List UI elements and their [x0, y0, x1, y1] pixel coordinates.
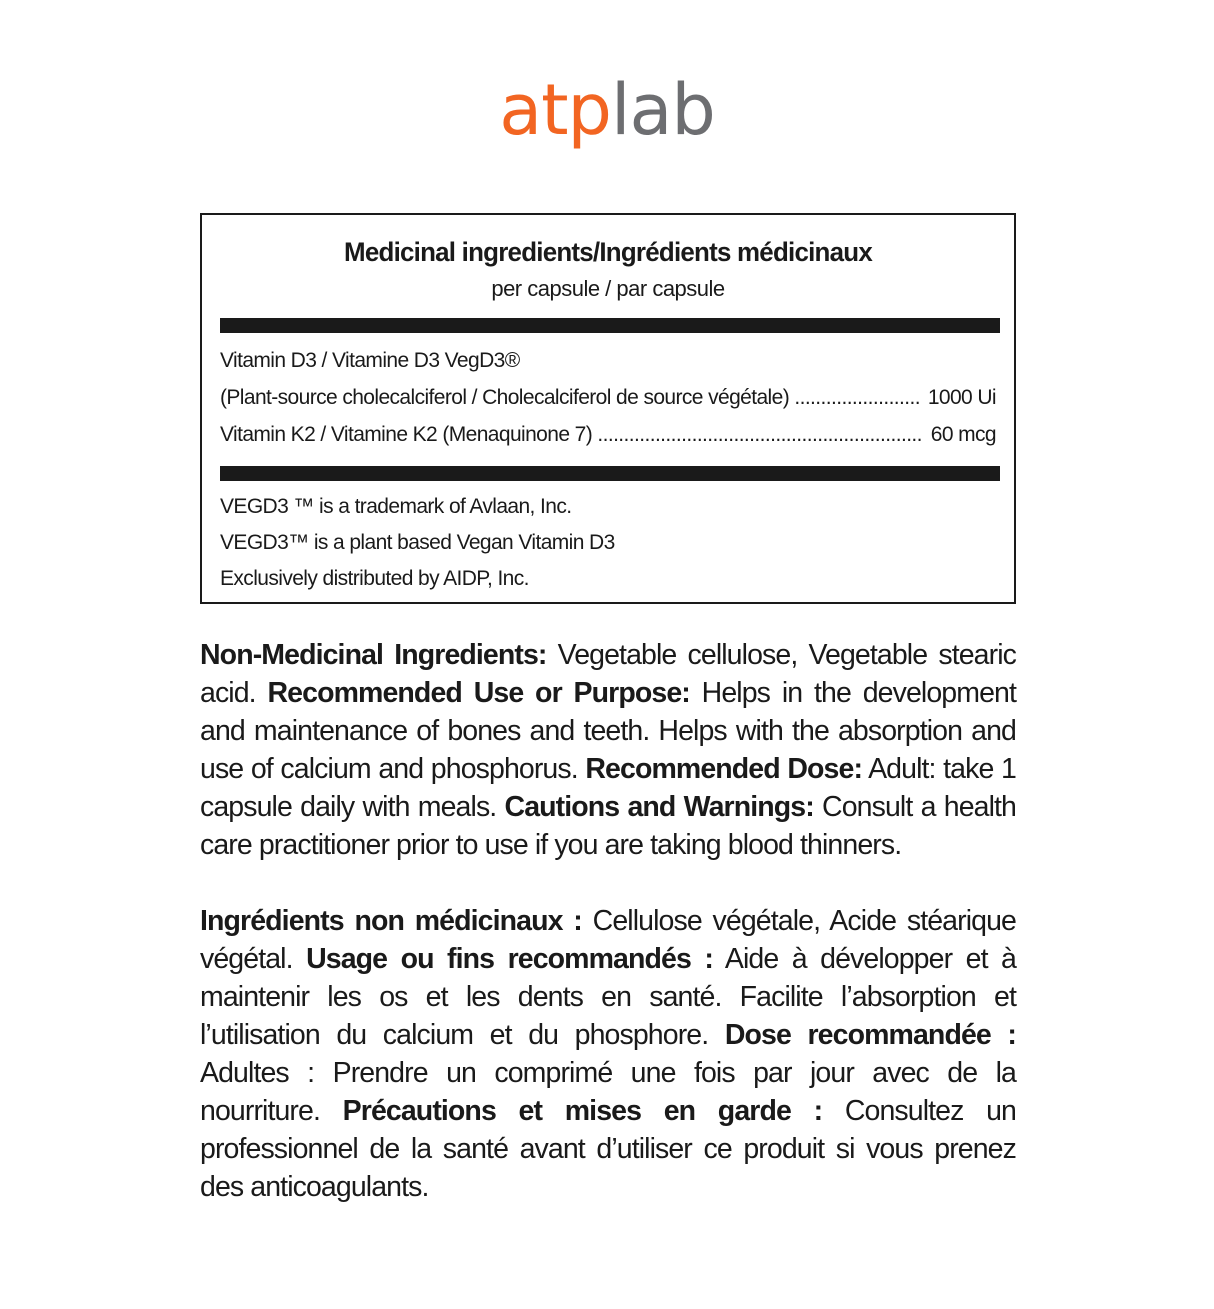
divider-bar [220, 466, 1000, 481]
use-label: Recommended Use or Purpose: [267, 677, 690, 709]
divider-bar [220, 318, 1000, 333]
use-label-fr: Usage ou fins recommandés : [306, 943, 713, 975]
ingredient-line [220, 386, 996, 410]
english-label-text [200, 636, 1016, 864]
use-text-fr: Aide à développer et à maintenir les os et les dents en santé. Facilite l’absorption et l’utilisation du calcium et du phosphore. [200, 943, 1016, 1051]
medicinal-ingredients-panel [200, 213, 1016, 604]
ingredient-name-text: (Plant-source cholecalciferol / Cholecalciferol de source végétale) [220, 386, 790, 409]
nmi-text-fr: Cellulose végétale, Acide stéarique végétal. [200, 905, 1016, 975]
caution-text: Consult a health care practitioner prior to use if you are taking blood thinners. [200, 791, 1017, 861]
ingredient-amount: 1000 Ui [927, 386, 996, 409]
dose-text: Adult: take 1 capsule daily with meals. [200, 753, 1016, 823]
distributor-note: Exclusively distributed by AIDP, Inc. [220, 567, 529, 590]
caution-text-fr: Consultez un professionnel de la santé avant d’utiliser ce produit si vous prenez des anticoagulants. [200, 1095, 1017, 1203]
french-label-text [200, 902, 1016, 1206]
ingredient-name-text: Vitamin K2 / Vitamine K2 (Menaquinone 7) [220, 423, 593, 446]
caution-label: Cautions and Warnings: [504, 791, 814, 823]
panel-subtitle: per capsule / par capsule [491, 276, 725, 301]
ingredient-name [220, 386, 920, 410]
ingredient-line [220, 423, 996, 447]
brand-logo [0, 70, 1214, 150]
vegan-note: VEGD3™ is a plant based Vegan Vitamin D3 [220, 531, 615, 554]
nmi-label-fr: Ingrédients non médicinaux : [200, 905, 582, 937]
ingredient-line [220, 349, 996, 373]
caution-label-fr: Précautions et mises en garde : [342, 1095, 823, 1127]
dose-label: Recommended Dose: [585, 753, 863, 785]
brand-logo-part1: atp [499, 69, 611, 151]
trademark-note: VEGD3 ™ is a trademark of Avlaan, Inc. [220, 495, 572, 518]
ingredient-name: Vitamin D3 / Vitamine D3 VegD3® [220, 349, 520, 372]
nmi-label: Non-Medicinal Ingredients: [200, 639, 547, 671]
ingredient-name [220, 423, 923, 447]
use-text: Helps in the development and maintenance of bones and teeth. Helps with the absorption and use of calcium and phosphorus. [200, 677, 1016, 785]
brand-logo-part2: lab [611, 69, 715, 151]
dose-text-fr: Adultes : Prendre un comprimé une fois par jour avec de la nourriture. [200, 1057, 1016, 1127]
panel-title: Medicinal ingredients/Ingrédients médicinaux [344, 237, 872, 267]
dose-label-fr: Dose recommandée : [724, 1019, 1017, 1051]
nmi-text: Vegetable cellulose, Vegetable stearic acid. [200, 639, 1016, 709]
ingredient-amount: 60 mcg [930, 423, 996, 446]
